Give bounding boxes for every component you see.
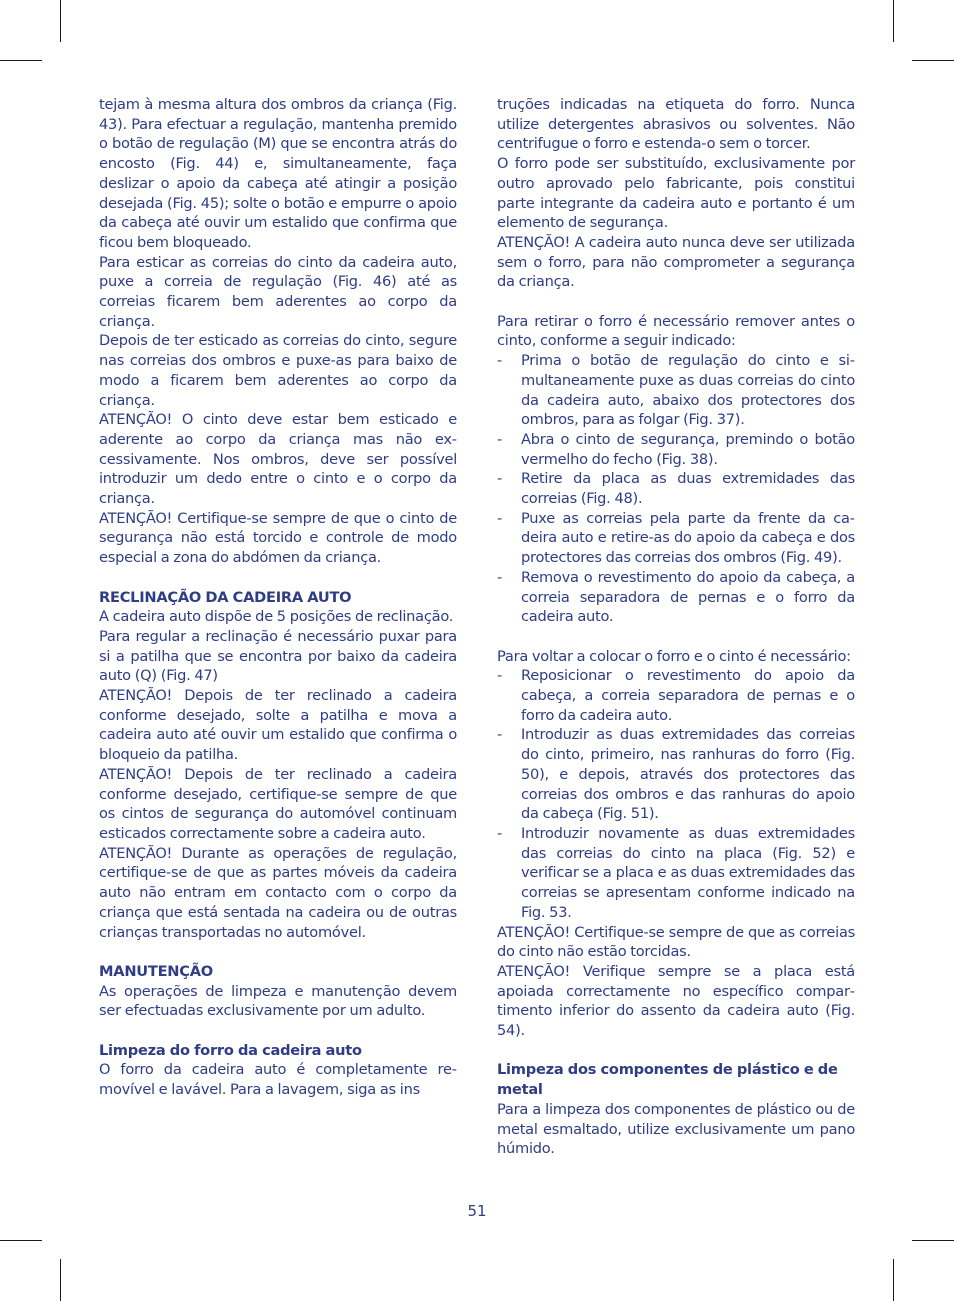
paragraph: truções indicadas na etiqueta do forro. Nunca utilize detergentes abrasivos ou solventes. Não centrifugue o forro e estenda-o sem o torcer. bbox=[497, 96, 855, 153]
subsection-heading-limpeza-forro: Limpeza do forro da cadeira auto bbox=[99, 1041, 362, 1059]
paragraph: Para a limpeza dos componentes de plástico ou de metal esmaltado, utilize exclusivamente um pano húmido. bbox=[497, 1100, 855, 1158]
spacer bbox=[497, 627, 855, 647]
list-item: - Prima o botão de regulação do cinto e simultaneamente puxe as duas correias do cinto da cadeira auto, abaixo dos protectores dos ombros, para as folgar (Fig. 37). bbox=[497, 352, 855, 429]
paragraph: Para retirar o forro é necessário remover antes o cinto, conforme a seguir indicado: bbox=[497, 312, 855, 350]
paragraph: ATENÇÃO! A cadeira auto nunca deve ser utilizada sem o forro, para não comprometer a segurança da criança. bbox=[497, 233, 855, 291]
remove-cover-steps-list bbox=[497, 351, 855, 627]
crop-mark-top-right-vertical bbox=[893, 0, 894, 42]
list-marker: - bbox=[497, 568, 503, 586]
paragraph: ATENÇÃO! Verifique sempre se a placa está apoiada correctamente no específico compartimento inferior do assento da cadeira auto (Fig. 54). bbox=[497, 962, 855, 1040]
list-item: - Introduzir novamente as duas extremidades das correias do cinto na placa (Fig. 52) e verificar se a placa e as duas extremidades das correias se apresentam conforme indicado na Fig. 53. bbox=[497, 824, 855, 921]
crop-mark-bottom-left-vertical bbox=[60, 1259, 61, 1301]
spacer bbox=[99, 942, 457, 962]
crop-mark-top-left-horizontal bbox=[0, 60, 42, 61]
paragraph: Depois de ter esticado as correias do cinto, segure nas correias dos ombros e puxe-as para baixo de modo a ficarem bem aderentes ao corpo da criança. bbox=[99, 332, 457, 409]
list-item: - Introduzir as duas extremidades das correias do cinto, primeiro, nas ranhuras do forro (Fig. 50), e depois, através dos protectores das correias dos ombros e das ranhuras do apoio da cabeça (Fig. 51). bbox=[497, 726, 855, 823]
refit-cover-steps-list bbox=[497, 666, 855, 922]
page-number: 51 bbox=[467, 1202, 487, 1220]
paragraph: ATENÇÃO! Certifique-se sempre de que o cinto de segurança não está torcido e controle de modo especial a zona do abdómen da criança. bbox=[99, 509, 457, 567]
list-marker: - bbox=[497, 667, 503, 685]
section-heading-manutencao: MANUTENÇÃO bbox=[99, 962, 213, 980]
paragraph: O forro da cadeira auto é completamente removível e lavável. Para a lavagem, siga as ins bbox=[99, 1061, 457, 1099]
paragraph: O forro pode ser substituído, exclusivamente por outro aprovado pelo fabricante, pois constitui parte integrante da cadeira auto e portanto é um elemento de segurança. bbox=[497, 155, 855, 232]
list-item: - Abra o cinto de segurança, premindo o botão vermelho do fecho (Fig. 38). bbox=[497, 430, 855, 468]
crop-mark-bottom-left-horizontal bbox=[0, 1240, 42, 1241]
list-item: - Retire da placa as duas extremidades das correias (Fig. 48). bbox=[497, 470, 855, 508]
paragraph: Para esticar as correias do cinto da cadeira auto, puxe a correia de regulação (Fig. 46) até as correias ficarem bem aderentes ao corpo da criança. bbox=[99, 253, 457, 330]
spacer bbox=[497, 1041, 855, 1061]
paragraph: ATENÇÃO! Durante as operações de regulação, certifique-se de que as partes móveis da cadeira auto não entram em contacto com o corpo da criança que está sentada na cadeira ou de outras crianças transportadas no automóvel. bbox=[99, 844, 457, 941]
left-column bbox=[99, 95, 457, 1100]
list-marker: - bbox=[497, 726, 503, 744]
crop-mark-bottom-right-horizontal bbox=[912, 1240, 954, 1241]
crop-mark-top-left-vertical bbox=[60, 0, 61, 42]
spacer bbox=[497, 292, 855, 312]
spacer bbox=[99, 568, 457, 588]
section-heading-reclinacao: RECLINAÇÃO DA CADEIRA AUTO bbox=[99, 588, 352, 606]
list-item: - Remova o revestimento do apoio da cabeça, a correia separadora de pernas e o forro da cadeira auto. bbox=[497, 568, 855, 626]
list-marker: - bbox=[497, 430, 503, 448]
list-item: - Puxe as correias pela parte da frente da cadeira auto e retire-as do apoio da cabeça e dos protectores das correias dos ombros (Fig. 49). bbox=[497, 509, 855, 567]
list-marker: - bbox=[497, 509, 503, 527]
paragraph: ATENÇÃO! Certifique-se sempre de que as correias do cinto não estão torcidas. bbox=[497, 923, 855, 961]
paragraph: ATENÇÃO! Depois de ter reclinado a cadeira conforme desejado, solte a patilha e mova a cadeira auto até ouvir um estalido que confirma o bloqueio da patilha. bbox=[99, 687, 457, 764]
right-column bbox=[497, 95, 855, 1159]
paragraph: tejam à mesma altura dos ombros da criança (Fig. 43). Para efectuar a regulação, mantenha premido o botão de regulação (M) que se encontra atrás do encosto (Fig. 44) e, simultaneamente, faça deslizar o apoio da cabeça até atingir a posição desejada (Fig. 45); solte o botão e empurre o apoio da cabeça até ouvir um estalido que confirma que ficou bem bloqueado. bbox=[99, 96, 457, 251]
list-marker: - bbox=[497, 352, 503, 370]
crop-mark-top-right-horizontal bbox=[912, 60, 954, 61]
paragraph: Para regular a reclinação é necessário puxar para si a patilha que se encontra por baixo da cadeira auto (Q) (Fig. 47) bbox=[99, 627, 457, 685]
subsection-heading-limpeza-plastico: Limpeza dos componentes de plástico e de metal bbox=[497, 1061, 838, 1099]
crop-mark-bottom-right-vertical bbox=[893, 1259, 894, 1301]
paragraph: ATENÇÃO! Depois de ter reclinado a cadeira conforme desejado, certifique-se sempre de que os cintos de segurança do automóvel continuam esticados correctamente sobre a cadeira auto. bbox=[99, 765, 457, 842]
spacer bbox=[99, 1021, 457, 1041]
paragraph: ATENÇÃO! O cinto deve estar bem esticado e aderente ao corpo da criança mas não excessivamente. Nos ombros, deve ser possível introduzir um dedo entre o cinto e o corpo da criança. bbox=[99, 411, 457, 508]
paragraph: Para voltar a colocar o forro e o cinto é necessário: bbox=[497, 647, 851, 665]
paragraph: As operações de limpeza e manutenção devem ser efectuadas exclusivamente por um adulto. bbox=[99, 982, 457, 1020]
list-marker: - bbox=[497, 470, 503, 488]
paragraph: A cadeira auto dispõe de 5 posições de reclinação. bbox=[99, 608, 454, 626]
list-marker: - bbox=[497, 824, 503, 842]
list-item: - Reposicionar o revestimento do apoio da cabeça, a correia separadora de pernas e o forro da cadeira auto. bbox=[497, 667, 855, 724]
